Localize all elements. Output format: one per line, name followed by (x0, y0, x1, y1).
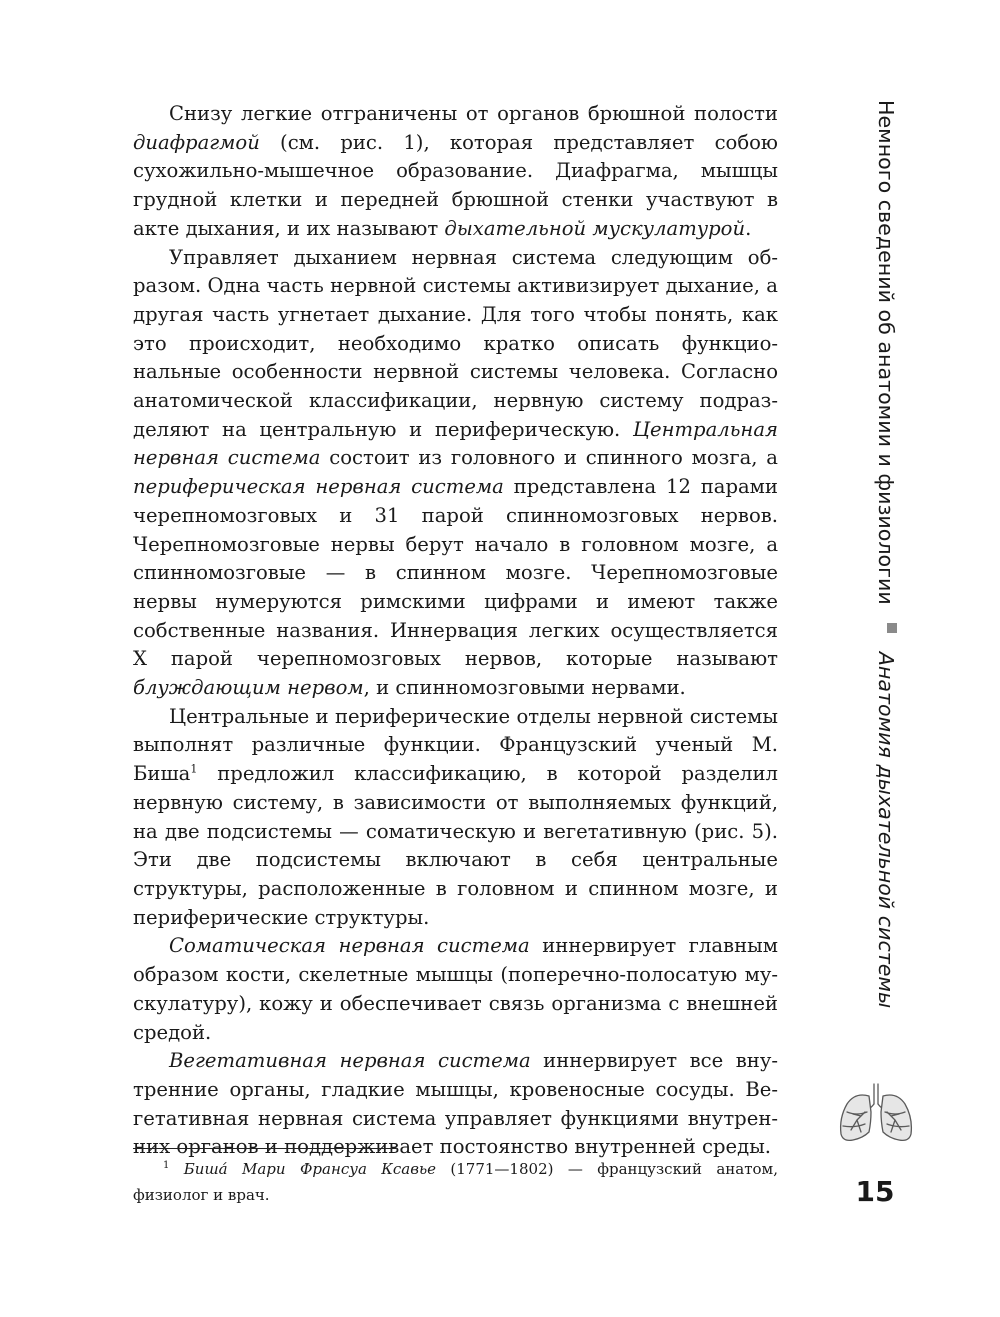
italic-term: Вегетативная нервная система (169, 1049, 531, 1073)
text-run: . (745, 216, 752, 240)
italic-term: блуждающим нервом (133, 676, 364, 700)
italic-term: дыхательной мускулатурой (444, 216, 746, 240)
text-run: (1771—1802) — французский анатом, физиолог и врач. (133, 1160, 778, 1204)
running-head (871, 100, 901, 1009)
main-text (133, 100, 778, 1162)
square-bullet-icon (887, 623, 897, 633)
text-run: иннервирует главным образом кости, скелетные мышцы (поперечно-полосатую мускулатуру), кожу и обеспечивает связь организма с внешней средой. (133, 934, 778, 1044)
running-head-section: Немного сведений об анатомии и физиологии (874, 100, 898, 605)
paragraph (133, 932, 778, 1047)
text-run: Управляет дыханием нервная система следующим образом. Одна часть нервной системы активизирует дыхание, а другая часть угнетает дыхание. Для того чтобы понять, как это происходит, необходимо кратко описать функциональные особенности нервной системы человека. Согласно анатомической классификации, нервную систему подразделяют на центральную и периферическую. (133, 245, 778, 441)
footnote-number: 1 (163, 1160, 170, 1171)
text-run: , и спинномозговыми нервами. (363, 676, 686, 700)
paragraph (133, 1047, 778, 1162)
text-run: состоит из головного и спинного мозга, а (320, 446, 778, 470)
page-number: 15 (855, 1175, 895, 1208)
italic-term: Биша́ Мари Франсуа Ксавье (183, 1160, 437, 1178)
footnote-divider (133, 1148, 396, 1149)
lungs-icon (833, 1082, 919, 1146)
footnote-marker: 1 (190, 762, 198, 776)
paragraph (133, 244, 778, 703)
paragraph (133, 703, 778, 933)
italic-term: Соматическая нервная система (169, 934, 530, 958)
running-head-chapter: Анатомия дыхательной системы (874, 651, 898, 1009)
text-run: предложил классификацию, в которой разделил нервную систему, в зависимости от выполняемых функций, на две подсистемы — соматическую и вегетативную (рис. 5). Эти две подсистемы включают в себя центральные структуры, расположенные в головном и спинном мозге, и периферические структуры. (133, 762, 778, 929)
italic-term: диафрагмой (133, 130, 260, 154)
footnote (133, 1156, 778, 1208)
text-run: (см. рис. 1), которая представляет собою сухожильно-мышечное образование. Диафрагма, мышцы грудной клетки и передней брюшной стенки участвуют в акте дыхания, и их называют (133, 130, 778, 240)
text-run: Снизу легкие отграничены от органов брюшной полости (169, 102, 778, 125)
text-run: представлена 12 парами черепномозговых и 31 парой спинномозговых нервов. Черепномозговые нервы берут начало в головном мозге, а спинномозговые — в спинном мозге. Черепномозговые нервы нумеруются римскими цифрами и имеют также собственные названия. Иннервация легких осуществляется X парой черепномозговых нервов, которые называют (133, 475, 778, 671)
text-run: Центральные и периферические отделы нервной системы выполнят различные функции. Французский ученый М. Биша (133, 704, 778, 786)
italic-term: Центральная нервная система (133, 417, 778, 470)
italic-term: периферическая нервная система (133, 475, 504, 499)
text-run: иннервирует все внутренние органы, гладкие мышцы, кровеносные сосуды. Вегетативная нервная система управляет функциями внутренних органов и поддерживает постоянство внутренней среды. (133, 1049, 778, 1159)
paragraph (133, 100, 778, 244)
footnote-text (133, 1156, 778, 1208)
